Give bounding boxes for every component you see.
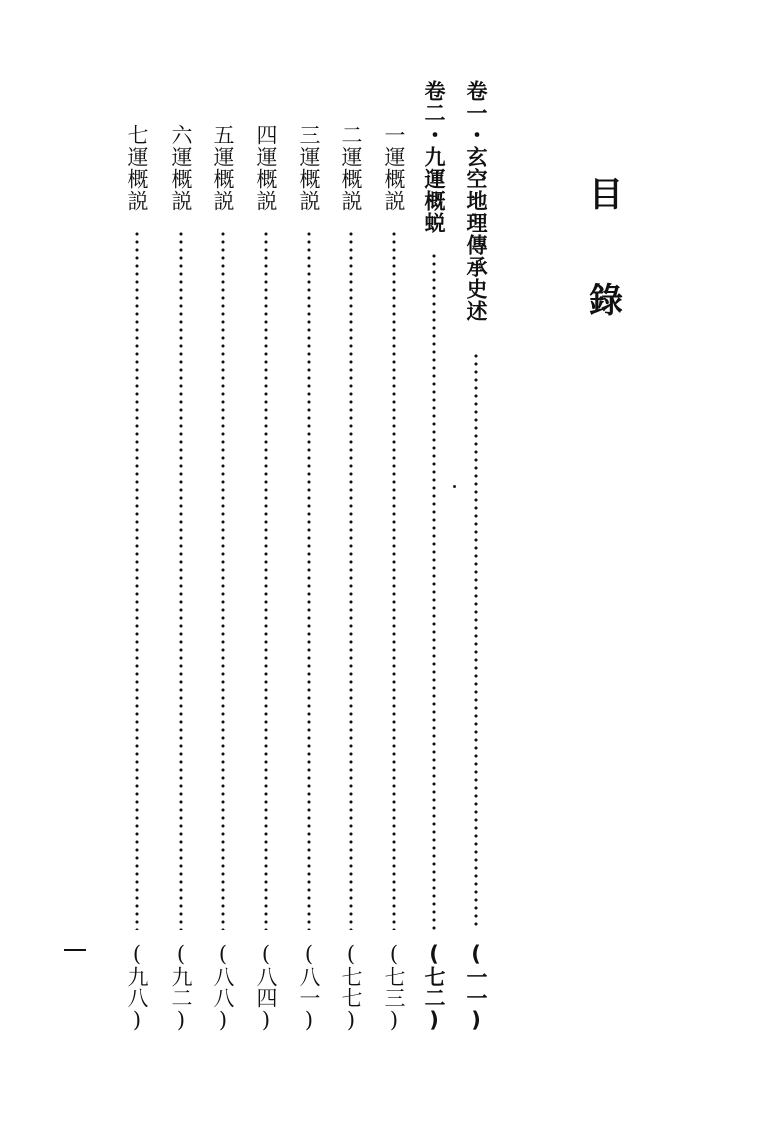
leader-dots (264, 230, 268, 930)
toc-entry-label: 三運概説 (297, 124, 321, 212)
print-speck (453, 485, 456, 488)
toc-entry-label: 二運概説 (339, 124, 363, 212)
toc-entry-label: 卷二・九運概蜕 (422, 80, 446, 234)
leader-dots (221, 230, 225, 930)
toc-entry-label: 一運概説 (382, 124, 406, 212)
toc-entry-page: (八八) (211, 942, 235, 1032)
toc-entry-page: (九八) (125, 942, 149, 1032)
toc-entry[interactable] (120, 0, 154, 1122)
toc-entry-page: (七七) (339, 942, 363, 1032)
toc-entry[interactable] (206, 0, 240, 1122)
leader-dots (179, 230, 183, 930)
toc-entry[interactable] (164, 0, 198, 1122)
toc-entry-label: 四運概説 (254, 124, 278, 212)
toc-entry[interactable] (334, 0, 368, 1122)
toc-entry-label: 卷一・玄空地理傳承史述 (464, 80, 488, 322)
toc-entry-volume-1[interactable] (459, 0, 493, 1122)
toc-entry-label: 六運概説 (169, 124, 193, 212)
toc-entry-page: (八一) (297, 942, 321, 1032)
toc-entry-volume-2[interactable] (417, 0, 451, 1122)
toc-entry-page: (九二) (169, 942, 193, 1032)
leader-dots (474, 352, 478, 930)
leader-dots (432, 252, 436, 930)
page-number (60, 944, 90, 956)
title-char-2: 錄 (589, 281, 623, 321)
page-number-mark (64, 949, 86, 951)
toc-entry-label: 五運概説 (211, 124, 235, 212)
toc-entry[interactable] (292, 0, 326, 1122)
toc-entry-page: (七二) (422, 942, 446, 1032)
title-char-1: 目 (589, 175, 623, 215)
leader-dots (392, 230, 396, 930)
toc-entry-label: 七運概説 (125, 124, 149, 212)
toc-entry-page: (八四) (254, 942, 278, 1032)
leader-dots (349, 230, 353, 930)
toc-entry[interactable] (249, 0, 283, 1122)
toc-entry-page: (七三) (382, 942, 406, 1032)
toc-entry[interactable] (377, 0, 411, 1122)
leader-dots (135, 230, 139, 930)
leader-dots (307, 230, 311, 930)
toc-entry-page: (一一) (464, 942, 488, 1032)
